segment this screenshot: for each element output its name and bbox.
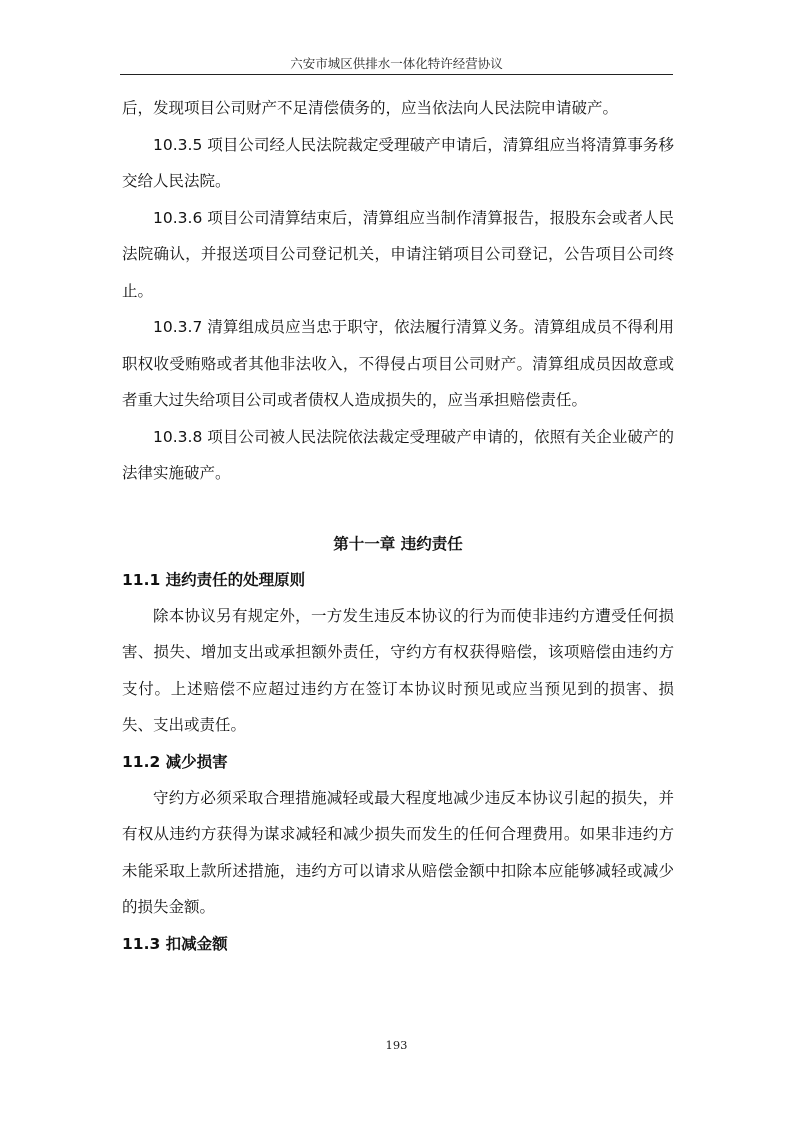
paragraph-10-3-6: 10.3.6 项目公司清算结束后，清算组应当制作清算报告，报股东会或者人民法院确认，并报送项目公司登记机关，申请注销项目公司登记，公告项目公司终止。 xyxy=(122,208,674,300)
running-header: 六安市城区供排水一体化特许经营协议 xyxy=(290,56,503,71)
section-heading-11-3: 11.3 扣减金额 xyxy=(122,934,228,953)
paragraph-11-2: 守约方必须采取合理措施减轻或最大程度地减少违反本协议引起的损失，并有权从违约方获得为谋求减轻和减少损失而发生的任何合理费用。如果非违约方未能采取上款所述措施，违约方可以请求从赔偿金额中扣除本应能够减轻或减少的损失金额。 xyxy=(122,788,674,916)
section-heading-11-2: 11.2 减少损害 xyxy=(122,752,228,771)
paragraph-10-3-7: 10.3.7 清算组成员应当忠于职守，依法履行清算义务。清算组成员不得利用职权收受贿赂或者其他非法收入，不得侵占项目公司财产。清算组成员因故意或者重大过失给项目公司或者债权人造成损失的，应当承担赔偿责任。 xyxy=(122,318,674,409)
paragraph-11-1: 除本协议另有规定外，一方发生违反本协议的行为而使非违约方遭受任何损害、损失、增加支出或承担额外责任，守约方有权获得赔偿，该项赔偿由违约方支付。上述赔偿不应超过违约方在签订本协议时预见或应当预见到的损害、损失、支出或责任。 xyxy=(122,606,674,734)
header-rule xyxy=(120,74,673,75)
section-heading-11-1: 11.1 违约责任的处理原则 xyxy=(122,570,306,589)
paragraph-10-3-8: 10.3.8 项目公司被人民法院依法裁定受理破产申请的，依照有关企业破产的法律实施破产。 xyxy=(122,427,674,482)
paragraph-10-3-5: 10.3.5 项目公司经人民法院裁定受理破产申请后，清算组应当将清算事务移交给人民法院。 xyxy=(122,135,674,190)
paragraph-continuation: 后，发现项目公司财产不足清偿债务的，应当依法向人民法院申请破产。 xyxy=(122,99,619,117)
page-number: 193 xyxy=(385,1038,408,1052)
chapter-title: 第十一章 违约责任 xyxy=(333,534,463,553)
document-body xyxy=(122,90,674,962)
